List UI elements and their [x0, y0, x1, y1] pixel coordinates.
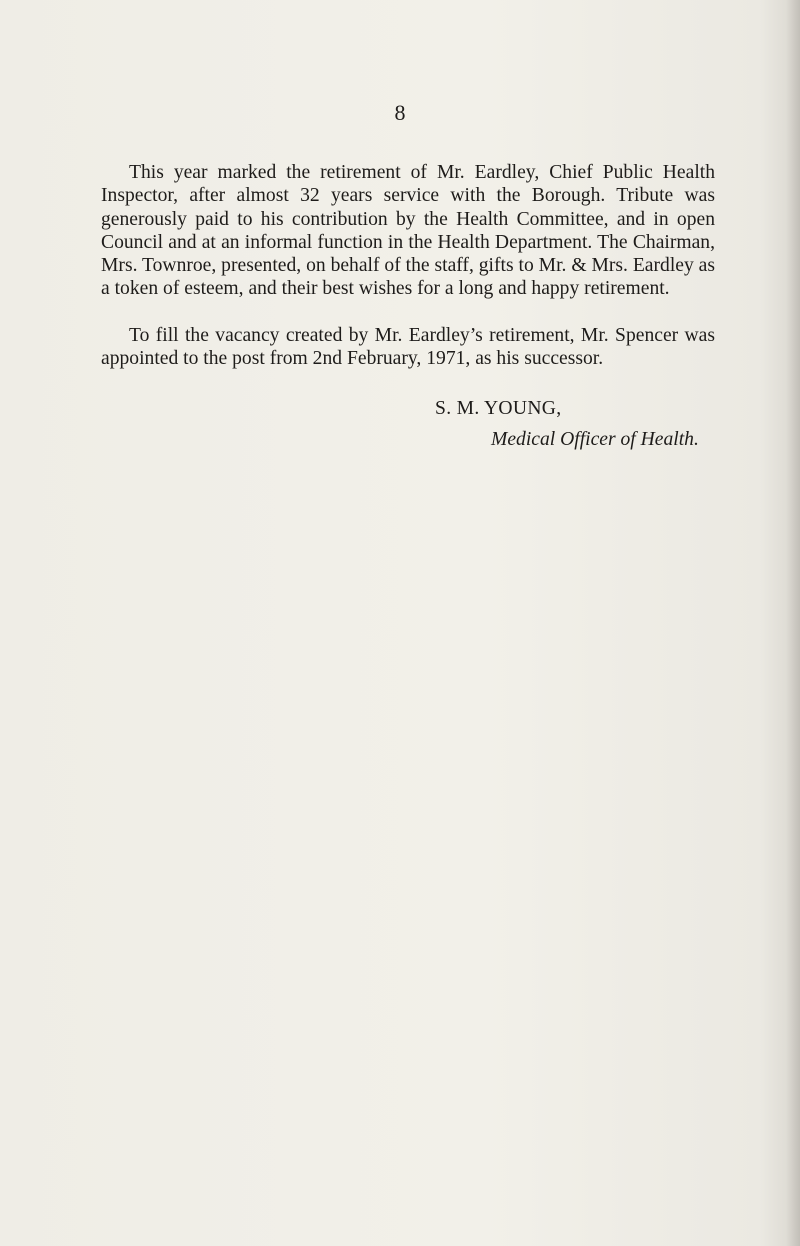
paragraph-successor: To fill the vacancy created by Mr. Eardley’s retirement, Mr. Spencer was appointed to the post from 2nd February, 1971, as his successor.: [101, 325, 715, 370]
page-edge-shadow: [786, 0, 800, 1246]
signature-title: Medical Officer of Health.: [491, 429, 699, 450]
signature-name: S. M. YOUNG,: [435, 398, 562, 419]
paragraph-retirement: This year marked the retirement of Mr. Eardley, Chief Public Health Inspector, after almost 32 years service with the Borough. Tribute was generously paid to his contribution by the Health Committee, and in open Council and at an informal function in the Health Department. The Chairman, Mrs. Townroe, presented, on behalf of the staff, gifts to Mr. & Mrs. Eardley as a token of esteem, and their best wishes for a long and happy retirement.: [101, 162, 715, 300]
page-number: 8: [394, 100, 406, 125]
